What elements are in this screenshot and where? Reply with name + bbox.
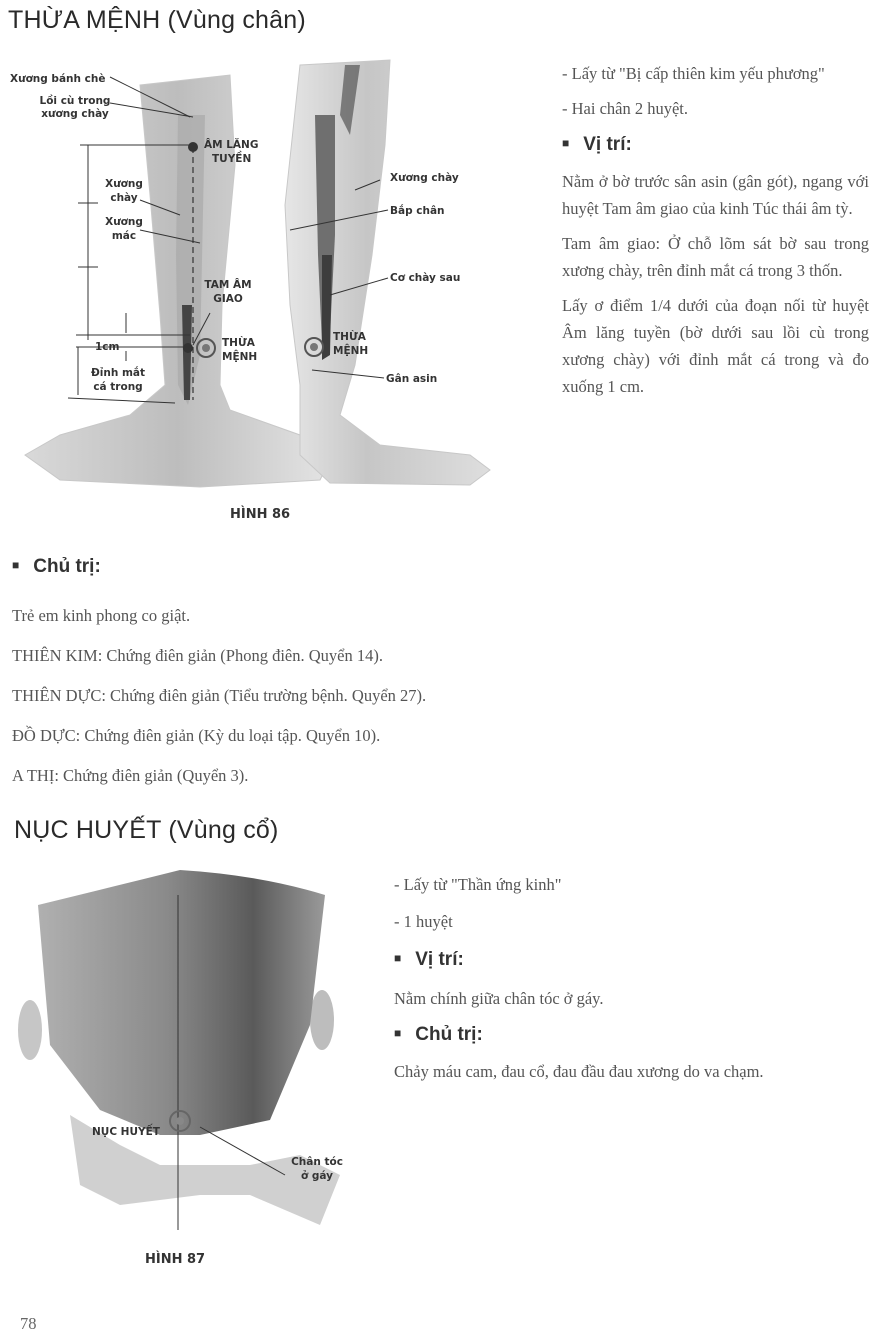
label-am-lang-1: ÂM LĂNG [204, 139, 259, 151]
figure-87-caption: HÌNH 87 [145, 1252, 206, 1267]
label-r-gan-asin: Gân asin [386, 373, 438, 385]
location-heading-2: ■ Vị trí: [394, 949, 464, 970]
location-text-2: Nằm chính giữa chân tóc ở gáy. [394, 989, 604, 1008]
indication-line: THIÊN DỰC: Chứng điên giản (Tiểu trường bệnh. Quyển 27). [12, 686, 427, 705]
label-am-lang-2: TUYỀN [212, 153, 252, 165]
label-xuong-chay-1: Xương [105, 178, 143, 190]
section2-right-column [394, 871, 874, 1085]
figure-87 [0, 865, 380, 1275]
indication-heading: ■ Chủ trị: [12, 556, 101, 577]
label-dinh-1: Đỉnh mắt [90, 367, 146, 379]
section1-right-column [562, 60, 869, 400]
label-chan-toc-2: ở gáy [301, 1170, 333, 1182]
indication-list [12, 596, 426, 796]
source-text: - Lấy từ "Bị cấp thiên kim yếu phương" [562, 64, 825, 83]
neck-illustration [0, 865, 380, 1275]
label-1cm: 1cm [95, 341, 120, 353]
label-xuong-chay-2: chày [110, 192, 138, 204]
label-xuong-banh-che: Xương bánh chè [10, 73, 106, 85]
label-loi-cu-1: Lồi cù trong [39, 95, 111, 107]
head-hair-shape [38, 870, 325, 1135]
indication-line: A THỊ: Chứng điên giản (Quyển 3). [12, 766, 249, 785]
count-text: - Hai chân 2 huyệt. [562, 99, 688, 118]
location-paragraph-2: Tam âm giao: Ở chỗ lõm sát bờ sau trong xương chày, trên đỉnh mắt cá trong 3 thốn. [562, 234, 869, 280]
count-text-2: - 1 huyệt [394, 912, 453, 931]
label-tam-am-2: GIAO [213, 293, 243, 305]
indication-text-2: Chảy máu cam, đau cổ, đau đầu đau xương do va chạm. [394, 1062, 764, 1081]
indication-line: Trẻ em kinh phong co giật. [12, 606, 191, 625]
indication-heading-2: ■ Chủ trị: [394, 1024, 483, 1045]
page-number: 78 [20, 1314, 37, 1333]
section-title-thua-menh: THỪA MỆNH (Vùng chân) [8, 6, 306, 34]
location-paragraph-1: Nằm ở bờ trước sân asin (gân gót), ngang với huyệt Tam âm giao của kinh Túc thái âm tỳ. [562, 172, 869, 218]
figure-86 [0, 55, 500, 530]
indication-line: ĐỒ DỰC: Chứng điên giản (Kỳ du loại tập. Quyển 10). [12, 726, 381, 745]
location-paragraph-3: Lấy ơ điểm 1/4 dưới của đoạn nối từ huyệt Âm lăng tuyền (bờ dưới sau lồi cù trong xương chày) với đỉnh mắt cá trong và đo xuống 1 cm. [562, 296, 869, 396]
location-heading: ■ Vị trí: [562, 134, 632, 155]
point-am-lang-tuyen [188, 142, 198, 152]
label-r-xuong-chay: Xương chày [390, 172, 459, 184]
label-loi-cu-2: xương chày [41, 108, 109, 120]
label-r-co-chay-sau: Cơ chày sau [390, 272, 461, 284]
label-xuong-mac-1: Xương [105, 216, 143, 228]
point-tam-am-giao [183, 343, 193, 353]
label-thua-2: MỆNH [222, 351, 258, 363]
figure-86-caption: HÌNH 86 [230, 507, 291, 522]
label-r-bap-chan: Bắp chân [390, 205, 445, 217]
label-tam-am-1: TAM ÂM [204, 279, 252, 291]
label-chan-toc-1: Chân tóc [291, 1156, 343, 1168]
label-xuong-mac-2: mác [111, 230, 137, 242]
label-r-thua-1: THỪA [333, 331, 366, 343]
section-title-nuc-huyet: NỤC HUYẾT (Vùng cổ) [14, 816, 279, 844]
label-thua-1: THỪA [222, 337, 255, 349]
indication-line: THIÊN KIM: Chứng điên giản (Phong điên. Quyển 14). [12, 646, 383, 665]
label-r-thua-2: MỆNH [333, 345, 369, 357]
label-nuc-huyet: NỤC HUYẾT [92, 1126, 160, 1138]
source-text-2: - Lấy từ "Thần ứng kinh" [394, 875, 562, 894]
label-dinh-2: cá trong [93, 381, 143, 393]
